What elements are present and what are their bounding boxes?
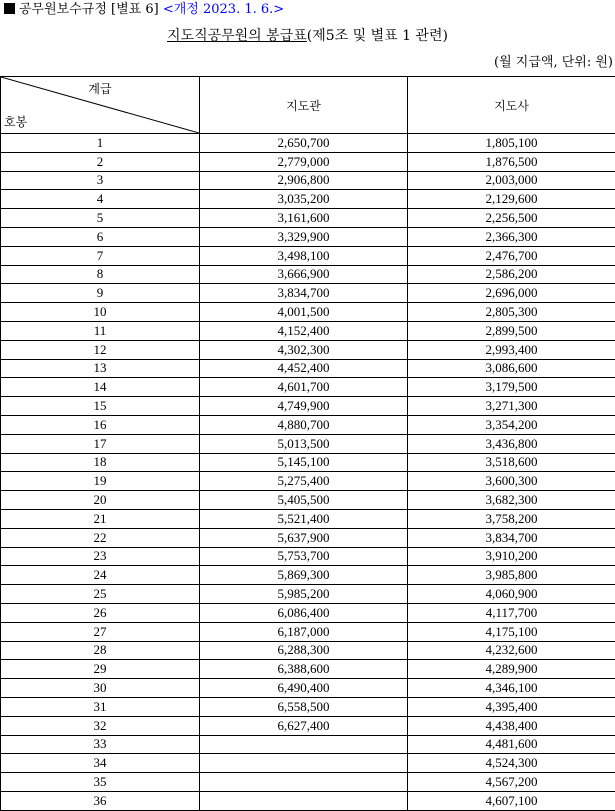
jidogwan-salary-cell: 6,187,000 [200, 622, 408, 641]
step-cell: 24 [1, 566, 200, 585]
jidogwan-salary-cell: 5,521,400 [200, 509, 408, 528]
table-row [1, 209, 615, 228]
table-row [1, 453, 615, 472]
step-cell: 12 [1, 340, 200, 359]
jidogwan-salary-cell: 2,650,700 [200, 134, 408, 153]
jidosa-salary-cell: 4,232,600 [408, 641, 615, 660]
step-cell: 25 [1, 585, 200, 604]
title-reference: (제5조 및 별표 1 관련) [306, 28, 448, 44]
table-row [1, 265, 615, 284]
table-row [1, 284, 615, 303]
jidosa-salary-cell: 3,179,500 [408, 378, 615, 397]
table-row [1, 754, 615, 773]
jidogwan-salary-cell: 3,666,900 [200, 265, 408, 284]
jidosa-salary-cell: 3,758,200 [408, 509, 615, 528]
jidogwan-salary-cell: 5,405,500 [200, 491, 408, 510]
table-row [1, 679, 615, 698]
step-cell: 35 [1, 773, 200, 792]
step-cell: 31 [1, 697, 200, 716]
jidosa-salary-cell: 2,476,700 [408, 246, 615, 265]
jidogwan-salary-cell: 4,452,400 [200, 359, 408, 378]
jidosa-salary-cell: 1,805,100 [408, 134, 615, 153]
step-cell: 17 [1, 434, 200, 453]
jidogwan-salary-cell: 5,753,700 [200, 547, 408, 566]
jidosa-salary-cell: 3,086,600 [408, 359, 615, 378]
table-row [1, 491, 615, 510]
jidogwan-salary-cell: 5,275,400 [200, 472, 408, 491]
jidogwan-salary-cell: 6,627,400 [200, 716, 408, 735]
regulation-title: 공무원보수규정 [별표 6] [19, 2, 159, 17]
table-row [1, 246, 615, 265]
jidosa-salary-cell: 2,129,600 [408, 190, 615, 209]
jidosa-salary-cell: 2,696,000 [408, 284, 615, 303]
jidogwan-salary-cell: 4,001,500 [200, 303, 408, 322]
jidosa-salary-cell: 4,289,900 [408, 660, 615, 679]
table-row [1, 641, 615, 660]
step-cell: 23 [1, 547, 200, 566]
jidosa-salary-cell: 2,366,300 [408, 227, 615, 246]
jidogwan-salary-cell: 4,601,700 [200, 378, 408, 397]
jidosa-salary-cell: 4,395,400 [408, 697, 615, 716]
table-header-row [1, 77, 615, 134]
step-cell: 34 [1, 754, 200, 773]
step-cell: 20 [1, 491, 200, 510]
jidogwan-salary-cell: 4,302,300 [200, 340, 408, 359]
table-row [1, 434, 615, 453]
jidosa-salary-cell: 4,438,400 [408, 716, 615, 735]
table-title: 지도직공무원의 봉급표 [167, 28, 307, 44]
jidosa-salary-cell: 2,993,400 [408, 340, 615, 359]
table-row [1, 791, 615, 810]
table-row [1, 528, 615, 547]
jidogwan-salary-cell: 3,498,100 [200, 246, 408, 265]
jidogwan-salary-cell: 4,749,900 [200, 397, 408, 416]
jidogwan-salary-cell: 6,558,500 [200, 697, 408, 716]
table-row [1, 716, 615, 735]
step-cell: 21 [1, 509, 200, 528]
step-axis-label: 호봉 [4, 115, 28, 129]
step-cell: 33 [1, 735, 200, 754]
table-row [1, 660, 615, 679]
table-row [1, 622, 615, 641]
jidosa-salary-cell: 2,586,200 [408, 265, 615, 284]
black-square-icon [4, 3, 15, 14]
step-cell: 22 [1, 528, 200, 547]
revision-note: <개정 2023. 1. 6.> [162, 2, 285, 17]
jidogwan-salary-cell: 6,086,400 [200, 603, 408, 622]
step-cell: 6 [1, 227, 200, 246]
jidosa-salary-cell: 2,256,500 [408, 209, 615, 228]
grade-axis-label: 계급 [88, 82, 112, 96]
jidogwan-salary-cell: 6,490,400 [200, 679, 408, 698]
table-row [1, 472, 615, 491]
table-row [1, 321, 615, 340]
jidosa-salary-cell: 3,985,800 [408, 566, 615, 585]
jidosa-salary-cell: 3,910,200 [408, 547, 615, 566]
table-row [1, 547, 615, 566]
jidosa-salary-cell: 4,607,100 [408, 791, 615, 810]
corner-header-cell [1, 77, 200, 134]
regulation-header [4, 2, 284, 18]
jidogwan-salary-cell: 5,013,500 [200, 434, 408, 453]
step-cell: 10 [1, 303, 200, 322]
table-row [1, 134, 615, 153]
step-cell: 16 [1, 415, 200, 434]
jidogwan-salary-cell: 6,388,600 [200, 660, 408, 679]
jidogwan-salary-cell [200, 735, 408, 754]
jidosa-salary-cell: 2,003,000 [408, 171, 615, 190]
column-header-jidosa: 지도사 [408, 77, 615, 134]
table-row [1, 735, 615, 754]
step-cell: 13 [1, 359, 200, 378]
step-cell: 4 [1, 190, 200, 209]
jidosa-salary-cell: 4,175,100 [408, 622, 615, 641]
jidogwan-salary-cell: 5,145,100 [200, 453, 408, 472]
table-row [1, 603, 615, 622]
jidogwan-salary-cell [200, 773, 408, 792]
step-cell: 14 [1, 378, 200, 397]
step-cell: 27 [1, 622, 200, 641]
table-row [1, 340, 615, 359]
step-cell: 32 [1, 716, 200, 735]
jidogwan-salary-cell: 6,288,300 [200, 641, 408, 660]
jidogwan-salary-cell: 5,637,900 [200, 528, 408, 547]
jidosa-salary-cell: 4,567,200 [408, 773, 615, 792]
jidosa-salary-cell: 3,354,200 [408, 415, 615, 434]
step-cell: 11 [1, 321, 200, 340]
jidogwan-salary-cell: 3,329,900 [200, 227, 408, 246]
step-cell: 36 [1, 791, 200, 810]
jidogwan-salary-cell [200, 754, 408, 773]
column-header-jidogwan: 지도관 [200, 77, 408, 134]
jidogwan-salary-cell: 5,869,300 [200, 566, 408, 585]
table-row [1, 415, 615, 434]
jidosa-salary-cell: 3,436,800 [408, 434, 615, 453]
jidogwan-salary-cell [200, 791, 408, 810]
jidosa-salary-cell: 4,481,600 [408, 735, 615, 754]
step-cell: 26 [1, 603, 200, 622]
step-cell: 19 [1, 472, 200, 491]
jidosa-salary-cell: 2,899,500 [408, 321, 615, 340]
jidosa-salary-cell: 2,805,300 [408, 303, 615, 322]
table-row [1, 303, 615, 322]
step-cell: 9 [1, 284, 200, 303]
table-row [1, 190, 615, 209]
jidogwan-salary-cell: 3,834,700 [200, 284, 408, 303]
jidogwan-salary-cell: 2,906,800 [200, 171, 408, 190]
table-row [1, 152, 615, 171]
table-row [1, 566, 615, 585]
unit-note: (월 지급액, 단위: 원) [494, 55, 613, 70]
table-row [1, 697, 615, 716]
salary-table [0, 76, 615, 811]
jidogwan-salary-cell: 4,880,700 [200, 415, 408, 434]
page-title [0, 27, 615, 45]
step-cell: 29 [1, 660, 200, 679]
table-body [1, 134, 615, 811]
step-cell: 8 [1, 265, 200, 284]
step-cell: 1 [1, 134, 200, 153]
step-cell: 28 [1, 641, 200, 660]
jidosa-salary-cell: 3,682,300 [408, 491, 615, 510]
jidogwan-salary-cell: 5,985,200 [200, 585, 408, 604]
table-row [1, 509, 615, 528]
jidosa-salary-cell: 4,346,100 [408, 679, 615, 698]
jidosa-salary-cell: 3,834,700 [408, 528, 615, 547]
jidogwan-salary-cell: 2,779,000 [200, 152, 408, 171]
jidosa-salary-cell: 4,524,300 [408, 754, 615, 773]
jidogwan-salary-cell: 3,035,200 [200, 190, 408, 209]
step-cell: 30 [1, 679, 200, 698]
jidosa-salary-cell: 3,518,600 [408, 453, 615, 472]
table-row [1, 397, 615, 416]
step-cell: 5 [1, 209, 200, 228]
step-cell: 18 [1, 453, 200, 472]
jidosa-salary-cell: 3,271,300 [408, 397, 615, 416]
step-cell: 7 [1, 246, 200, 265]
jidosa-salary-cell: 1,876,500 [408, 152, 615, 171]
jidogwan-salary-cell: 3,161,600 [200, 209, 408, 228]
table-row [1, 227, 615, 246]
table-row [1, 171, 615, 190]
jidogwan-salary-cell: 4,152,400 [200, 321, 408, 340]
step-cell: 3 [1, 171, 200, 190]
table-row [1, 773, 615, 792]
table-row [1, 359, 615, 378]
step-cell: 2 [1, 152, 200, 171]
jidosa-salary-cell: 3,600,300 [408, 472, 615, 491]
jidosa-salary-cell: 4,060,900 [408, 585, 615, 604]
table-row [1, 378, 615, 397]
table-row [1, 585, 615, 604]
step-cell: 15 [1, 397, 200, 416]
jidosa-salary-cell: 4,117,700 [408, 603, 615, 622]
